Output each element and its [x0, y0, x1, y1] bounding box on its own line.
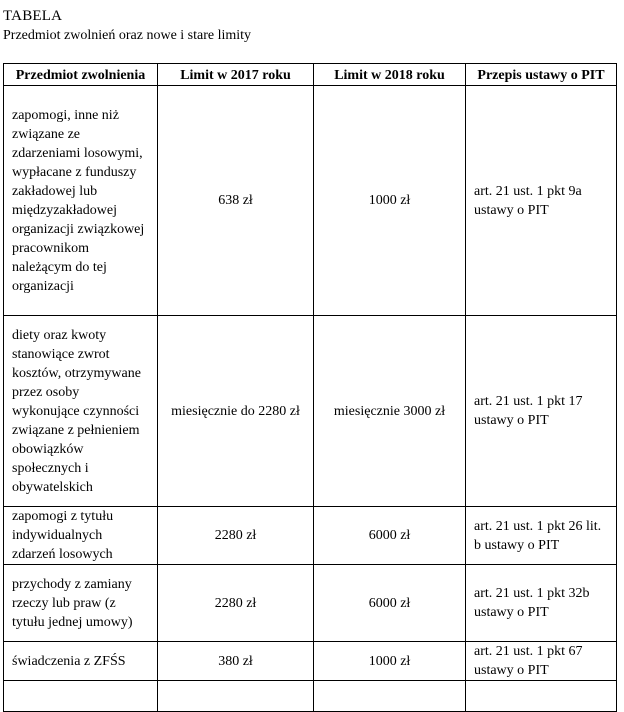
cell-law: art. 21 ust. 1 pkt 32b ustawy o PIT — [466, 565, 617, 642]
cell-law: art. 21 ust. 1 pkt 9a ustawy o PIT — [466, 86, 617, 316]
header-limit-2018: Limit w 2018 roku — [314, 64, 466, 86]
cell-law: art. 21 ust. 1 pkt 17 ustawy o PIT — [466, 316, 617, 507]
document-heading: TABELA — [3, 8, 63, 24]
table-row-partial — [4, 681, 617, 712]
table-row — [4, 565, 617, 642]
cell-law: art. 21 ust. 1 pkt 26 lit. b ustawy o PIT — [466, 507, 617, 565]
cell-subject: zapomogi, inne niż związane ze zdarzeniami losowymi, wypłacane z funduszy zakładowej lub międzyzakładowej organizacji związkowej pracownikom należącym do tej organizacji — [4, 86, 158, 316]
document-subheading: Przedmiot zwolnień oraz nowe i stare limity — [3, 28, 252, 43]
cell-limit-2017: miesięcznie do 2280 zł — [158, 316, 314, 507]
cell-empty — [4, 681, 158, 712]
table-row — [4, 642, 617, 681]
cell-limit-2017: 380 zł — [158, 642, 314, 681]
table-row — [4, 86, 617, 316]
table-row — [4, 507, 617, 565]
cell-limit-2017: 2280 zł — [158, 507, 314, 565]
cell-law: art. 21 ust. 1 pkt 67 ustawy o PIT — [466, 642, 617, 681]
cell-limit-2018: miesięcznie 3000 zł — [314, 316, 466, 507]
header-law: Przepis ustawy o PIT — [466, 64, 617, 86]
header-subject: Przedmiot zwolnienia — [4, 64, 158, 86]
cell-limit-2018: 1000 zł — [314, 86, 466, 316]
cell-empty — [158, 681, 314, 712]
cell-limit-2017: 638 zł — [158, 86, 314, 316]
cell-subject: świadczenia z ZFŚS — [4, 642, 158, 681]
cell-empty — [314, 681, 466, 712]
cell-subject: diety oraz kwoty stanowiące zwrot kosztów, otrzymywane przez osoby wykonujące czynności związane z pełnieniem obowiązków społecznych i obywatelskich — [4, 316, 158, 507]
cell-subject: zapomogi z tytułu indywidualnych zdarzeń losowych — [4, 507, 158, 565]
cell-limit-2018: 6000 zł — [314, 507, 466, 565]
cell-subject: przychody z zamiany rzeczy lub praw (z tytułu jednej umowy) — [4, 565, 158, 642]
cell-limit-2018: 6000 zł — [314, 565, 466, 642]
cell-empty — [466, 681, 617, 712]
cell-limit-2017: 2280 zł — [158, 565, 314, 642]
header-limit-2017: Limit w 2017 roku — [158, 64, 314, 86]
table-header-row — [4, 64, 617, 86]
limits-table — [3, 63, 617, 712]
table-row — [4, 316, 617, 507]
cell-limit-2018: 1000 zł — [314, 642, 466, 681]
